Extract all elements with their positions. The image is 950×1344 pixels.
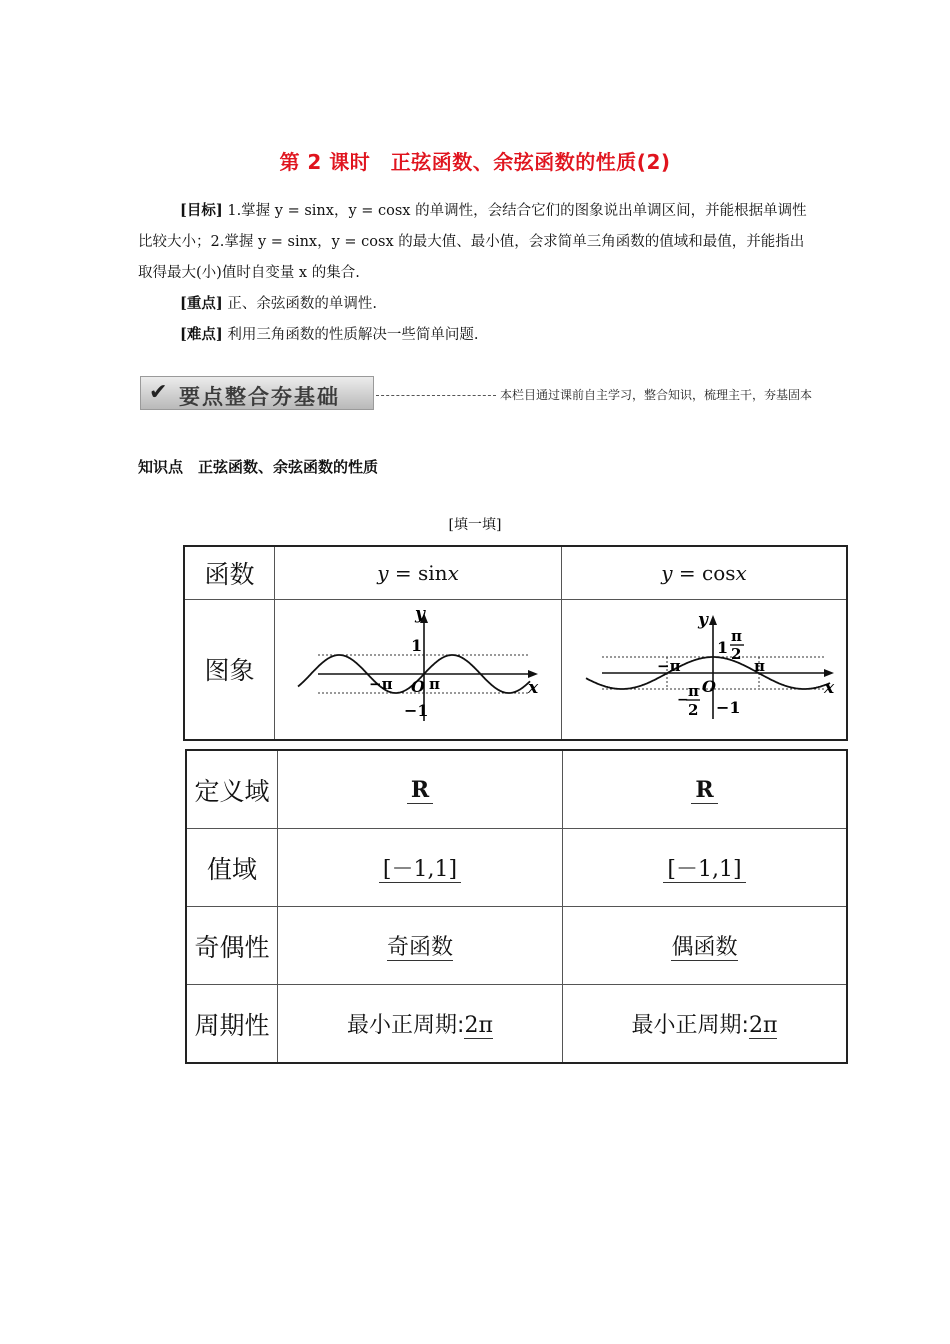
cos-parity-cell [563, 907, 848, 985]
sin-function-cell [275, 546, 562, 599]
cos-period-cell [563, 985, 848, 1064]
cos-x: x [735, 560, 747, 585]
cos-domain: R [691, 777, 717, 804]
cos-pi-label: π [754, 657, 765, 676]
sin-period: 2π [464, 1013, 493, 1038]
sin-domain: R [407, 777, 433, 804]
sin-graph-cell [275, 599, 562, 740]
cos-x-arrow [824, 669, 834, 677]
sin-x: x [447, 560, 459, 585]
key-paragraph [138, 288, 814, 320]
difficulty-label: [难点] [180, 326, 223, 343]
key-text: 正、余弦函数的单调性. [222, 296, 377, 312]
cos-graph-cell [562, 599, 848, 740]
sin-period-cell [278, 985, 563, 1064]
header-parity: 奇偶性 [186, 907, 278, 985]
header-graph: 图象 [184, 599, 275, 740]
cos-parity: 偶函数 [671, 935, 738, 960]
cos-y: y [661, 560, 673, 585]
sin-graph [278, 601, 558, 737]
difficulty-paragraph [138, 319, 814, 351]
sin-x-label: x [528, 678, 539, 699]
cos-eq: = [672, 560, 702, 585]
cos-range-cell [563, 829, 848, 907]
sin-parity-cell [278, 907, 563, 985]
cos-neg-one-label: −1 [716, 698, 741, 718]
banner-caption: 本栏目通过课前自主学习，整合知识，梳理主干，夯基固本 [500, 388, 813, 402]
header-function: 函数 [184, 546, 275, 599]
sin-one-label: 1 [411, 636, 423, 656]
sin-x-arrow [528, 670, 538, 678]
sin-parity: 奇函数 [386, 935, 453, 960]
cos-function-cell [562, 546, 848, 599]
cos-origin-label: O [702, 677, 716, 697]
cos-y-label: y [698, 610, 708, 631]
sin-y-label: y [415, 604, 425, 625]
goal-paragraph [138, 195, 814, 289]
cos-npi2-num: π [688, 682, 699, 701]
header-period: 周期性 [186, 985, 278, 1064]
sin-origin-label: O [411, 677, 425, 697]
banner-title: 要点整合夯基础 [179, 385, 340, 409]
cos-neg-sign: − [677, 692, 689, 709]
section-banner [140, 376, 812, 410]
cos-pi2-num: π [731, 627, 742, 646]
sin-y: y [377, 560, 389, 585]
sin-neg-pi-label: −π [369, 675, 393, 694]
knowledge-title: 知识点 正弦函数、余弦函数的性质 [138, 458, 379, 476]
check-icon: ✔ [149, 380, 168, 405]
cos-one-label: 1 [717, 638, 729, 658]
sin-period-prefix: 最小正周期: [347, 1013, 465, 1038]
cos-period: 2π [748, 1013, 778, 1038]
difficulty-text: 利用三角函数的性质解决一些简单问题. [222, 327, 479, 343]
banner-divider [376, 395, 496, 396]
sin-eq: = [388, 560, 419, 585]
properties-table [185, 749, 848, 1064]
sin-domain-cell [278, 750, 563, 829]
cos-x-label: x [824, 678, 835, 699]
sin-neg-one-label: −1 [404, 701, 429, 721]
cos-range: [－1,1] [663, 857, 745, 883]
sin-range: [－1,1] [379, 857, 461, 883]
page-title: 第 2 课时 正弦函数、余弦函数的性质(2) [279, 150, 671, 174]
cos-fn: cos [702, 560, 736, 585]
sin-range-cell [278, 829, 563, 907]
header-domain: 定义域 [186, 750, 278, 829]
goal-label: [目标] [180, 202, 223, 219]
key-label: [重点] [180, 295, 223, 312]
header-range: 值域 [186, 829, 278, 907]
function-table [183, 545, 848, 741]
cos-pi2-den: 2 [731, 645, 742, 664]
cos-neg-pi-label: −π [657, 657, 681, 676]
cos-period-prefix: 最小正周期: [631, 1013, 749, 1038]
fill-label: [填一填] [448, 517, 502, 533]
cos-graph [562, 601, 846, 737]
sin-pi-label: π [429, 675, 441, 694]
goal-text: 1.掌握 y = sinx，y = cosx 的单调性，会结合它们的图象说出单调区间，并能根据单调性比较大小；2.掌握 y = sinx，y = cosx 的最大值、最小值，会求简单三角函数的值域和最值，并能指出取得最大(小)值时自变量 x 的集合. [138, 203, 807, 281]
banner-box [140, 376, 374, 410]
cos-npi2-den: 2 [688, 701, 699, 720]
cos-domain-cell [563, 750, 848, 829]
sin-fn: sin [418, 560, 448, 585]
cos-y-arrow [709, 615, 717, 625]
